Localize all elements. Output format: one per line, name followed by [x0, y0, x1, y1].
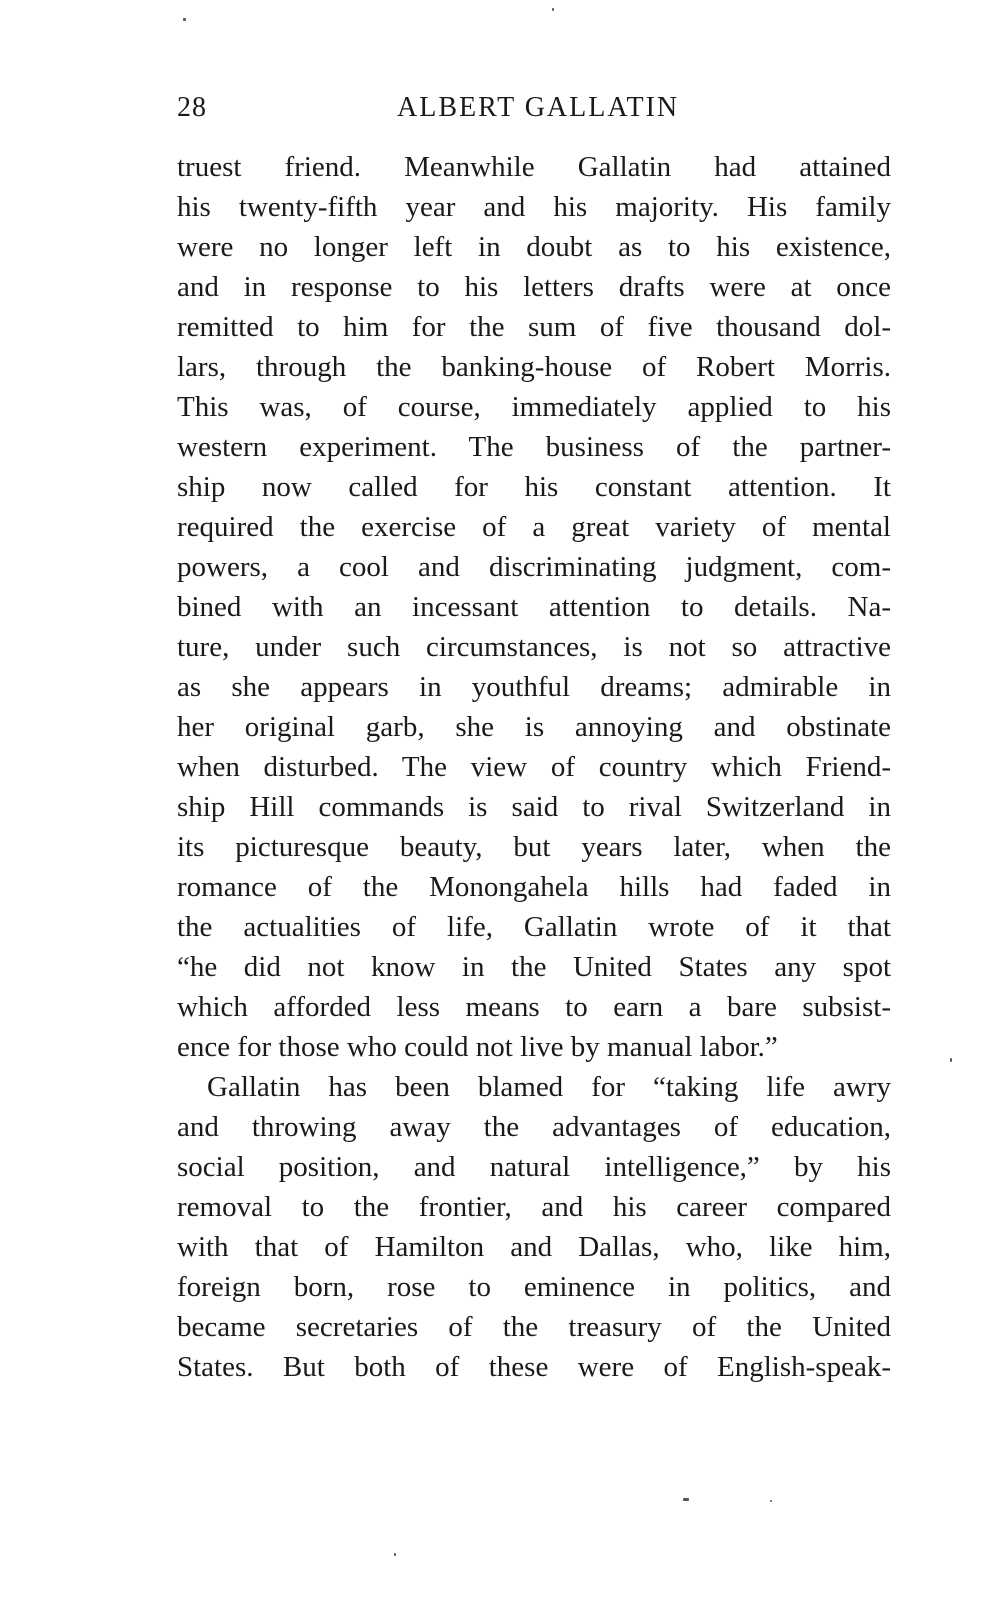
text-line: were no longer left in doubt as to his existence, — [177, 231, 891, 263]
text-line: and throwing away the advantages of education, — [177, 1111, 891, 1143]
text-line: ence for those who could not live by manual labor.” — [177, 1031, 778, 1063]
text-line: his twenty-fifth year and his majority. His family — [177, 191, 891, 223]
scan-speck — [683, 1498, 689, 1501]
text-line: became secretaries of the treasury of the United — [177, 1311, 891, 1343]
text-line: “he did not know in the United States any spot — [177, 951, 891, 983]
page-number: 28 — [177, 92, 207, 123]
scan-speck — [552, 8, 554, 11]
text-line: bined with an incessant attention to details. Na- — [177, 591, 891, 623]
text-line: ship Hill commands is said to rival Switzerland in — [177, 791, 891, 823]
text-line: when disturbed. The view of country which Friend- — [177, 751, 891, 783]
body-text — [177, 147, 891, 1387]
text-line: social position, and natural intelligence,” by his — [177, 1151, 891, 1183]
text-line: with that of Hamilton and Dallas, who, like him, — [177, 1231, 891, 1263]
page-header — [177, 92, 889, 132]
text-line: ship now called for his constant attention. It — [177, 471, 891, 503]
text-line: powers, a cool and discriminating judgment, com- — [177, 551, 891, 583]
scan-speck — [950, 1058, 952, 1062]
text-line: which afforded less means to earn a bare subsist- — [177, 991, 891, 1023]
text-line: romance of the Monongahela hills had faded in — [177, 871, 891, 903]
scan-speck — [394, 1553, 396, 1556]
text-line: her original garb, she is annoying and obstinate — [177, 711, 891, 743]
text-line: This was, of course, immediately applied to his — [177, 391, 891, 423]
text-line: truest friend. Meanwhile Gallatin had attained — [177, 151, 891, 183]
scan-speck — [770, 1500, 772, 1502]
text-line: foreign born, rose to eminence in politics, and — [177, 1271, 891, 1303]
text-line: its picturesque beauty, but years later, when the — [177, 831, 891, 863]
text-line: States. But both of these were of English-speak- — [177, 1351, 891, 1383]
text-line: and in response to his letters drafts were at once — [177, 271, 891, 303]
text-line: Gallatin has been blamed for “taking life awry — [207, 1071, 891, 1103]
text-line: the actualities of life, Gallatin wrote of it that — [177, 911, 891, 943]
text-line: ture, under such circumstances, is not so attractive — [177, 631, 891, 663]
scan-speck — [183, 18, 186, 21]
text-line: remitted to him for the sum of five thousand dol- — [177, 311, 891, 343]
running-head: ALBERT GALLATIN — [397, 92, 680, 123]
text-line: removal to the frontier, and his career compared — [177, 1191, 891, 1223]
text-line: as she appears in youthful dreams; admirable in — [177, 671, 891, 703]
text-line: required the exercise of a great variety of mental — [177, 511, 891, 543]
text-line: lars, through the banking-house of Robert Morris. — [177, 351, 891, 383]
text-line: western experiment. The business of the partner- — [177, 431, 891, 463]
